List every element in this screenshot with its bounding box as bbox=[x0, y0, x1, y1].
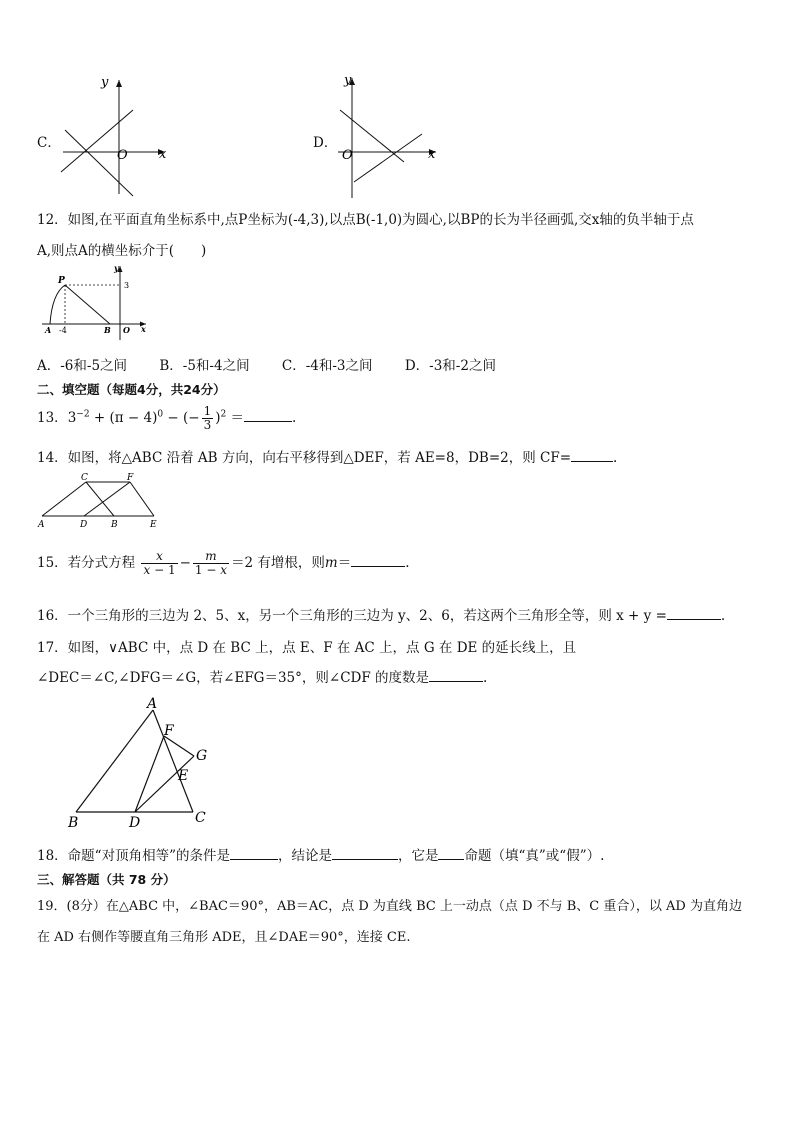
q15-end: . bbox=[405, 555, 410, 571]
q11c-origin: O bbox=[117, 148, 128, 163]
q13-answer-blank: ＝ . bbox=[230, 410, 297, 426]
q12-label-o: O bbox=[123, 325, 130, 335]
q17-label-c: C bbox=[195, 810, 206, 826]
q12-option-b: B．-5和-4之间 bbox=[159, 358, 250, 374]
q12-option-d: D．-3和-2之间 bbox=[404, 358, 496, 374]
q11d-axis-x: x bbox=[428, 147, 436, 162]
q11d-origin: O bbox=[342, 148, 353, 163]
q18-part4: 命题（填“真”或“假”）. bbox=[464, 848, 605, 864]
q17-line1: 17．如图，∨ABC 中，点 D 在 BC 上，点 E、F 在 AC 上，点 G 在 DE 的延长线上，且 bbox=[37, 640, 577, 656]
q14-label-e: E bbox=[150, 520, 157, 530]
q14-label-a: A bbox=[38, 520, 45, 530]
q11-option-d-label: D． bbox=[313, 135, 338, 151]
q11d-axis-y: y bbox=[344, 73, 352, 88]
q14-label-c: C bbox=[81, 473, 88, 483]
q17-label-b: B bbox=[68, 815, 79, 831]
q15-prefix: 15．若分式方程 bbox=[37, 555, 136, 571]
q15-equation: $\frac{x}{x - 1}$ − $\frac{m}{1 - x}$ bbox=[143, 549, 228, 577]
q11-option-d-graph bbox=[332, 70, 442, 200]
q15-var: m bbox=[324, 555, 338, 571]
q12-option-a: A．-6和-5之间 bbox=[37, 358, 128, 374]
q12-label-y: y bbox=[114, 263, 119, 273]
q17-answer-blank bbox=[429, 669, 483, 682]
q11c-axis-y: y bbox=[101, 75, 109, 90]
q15-mid: ＝2 有增根，则 bbox=[231, 555, 325, 571]
q18-part2: ，结论是 bbox=[277, 848, 332, 864]
q12-options bbox=[37, 354, 524, 374]
q14-answer-blank bbox=[571, 449, 613, 462]
q12-label-3: 3 bbox=[124, 281, 130, 290]
q13-prefix: 13． bbox=[37, 410, 68, 426]
q16-line bbox=[37, 604, 725, 624]
q14-end: . bbox=[613, 450, 618, 466]
q17-label-d: D bbox=[129, 815, 141, 831]
q18-line bbox=[37, 844, 604, 864]
q14-label-f: F bbox=[127, 473, 134, 483]
q13-line bbox=[37, 405, 296, 432]
q12-label-x: x bbox=[141, 324, 146, 334]
q18-blank-condition bbox=[230, 847, 278, 860]
q18-part1: 18．命题“对顶角相等”的条件是 bbox=[37, 848, 230, 864]
q14-line bbox=[37, 446, 617, 466]
q14-label-b: B bbox=[111, 520, 118, 530]
q16-answer-blank bbox=[667, 607, 721, 620]
q17-label-e: E bbox=[178, 768, 189, 784]
q18-blank-true-false bbox=[438, 847, 464, 860]
q17-line2-text: ∠DEC＝∠C,∠DFG＝∠G，若∠EFG＝35°，则∠CDF 的度数是 bbox=[37, 670, 430, 686]
q17-label-f: F bbox=[164, 723, 174, 739]
q17-end: . bbox=[483, 670, 488, 686]
q15-answer-blank bbox=[351, 554, 405, 567]
q12-text-line2: A,则点A的横坐标介于( ) bbox=[37, 243, 207, 259]
q11-option-c-graph bbox=[55, 72, 175, 197]
q17-figure bbox=[60, 696, 220, 832]
q17-label-g: G bbox=[196, 748, 208, 764]
section-3-heading: 三、解答题（共 78 分） bbox=[37, 872, 176, 887]
q19-line1: 19．(8分）在△ABC 中，∠BAC＝90°，AB＝AC，点 D 为直线 BC 上一动点（点 D 不与 B、C 重合），以 AD 为直角边 bbox=[37, 899, 742, 914]
q14-label-d: D bbox=[80, 520, 88, 530]
section-2-heading: 二、填空题（每题4分，共24分） bbox=[37, 382, 226, 397]
q12-label-a: A bbox=[45, 325, 52, 335]
q15-eq: ＝ bbox=[337, 555, 352, 571]
q12-label-p: P bbox=[58, 276, 65, 286]
q14-figure bbox=[36, 470, 166, 530]
q12-figure bbox=[38, 262, 150, 342]
q14-text: 14．如图，将△ABC 沿着 AB 方向，向右平移得到△DEF，若 AE=8，DB=2，则 CF= bbox=[37, 450, 572, 466]
q13-expression: $3^{-2} + (\pi - 4)^0$ − (− $\frac{1}{3}$ )$^2$ bbox=[67, 404, 227, 432]
q19-line2: 在 AD 右侧作等腰直角三角形 ADE，且∠DAE＝90°，连接 CE. bbox=[37, 930, 411, 945]
q16-text: 16．一个三角形的三边为 2、5、x，另一个三角形的三边为 y、2、6，若这两个三角形全等，则 x + y = bbox=[37, 608, 667, 624]
q12-label-minus4: -4 bbox=[59, 326, 67, 335]
q18-blank-conclusion bbox=[332, 847, 398, 860]
q17-label-a: A bbox=[147, 696, 158, 712]
q12-text-line1: 12．如图,在平面直角坐标系中,点P坐标为(-4,3),以点B(-1,0)为圆心,以BP的长为半径画弧,交x轴的负半轴于点 bbox=[37, 212, 694, 228]
q18-part3: ，它是 bbox=[397, 848, 439, 864]
q12-option-c: C．-4和-3之间 bbox=[281, 358, 373, 374]
q16-end: . bbox=[720, 608, 726, 624]
q11c-axis-x: x bbox=[159, 147, 167, 162]
q11-option-c-label: C． bbox=[37, 135, 61, 151]
q15-line bbox=[37, 550, 410, 577]
q12-label-b: B bbox=[104, 325, 111, 335]
q17-line2 bbox=[37, 666, 487, 686]
